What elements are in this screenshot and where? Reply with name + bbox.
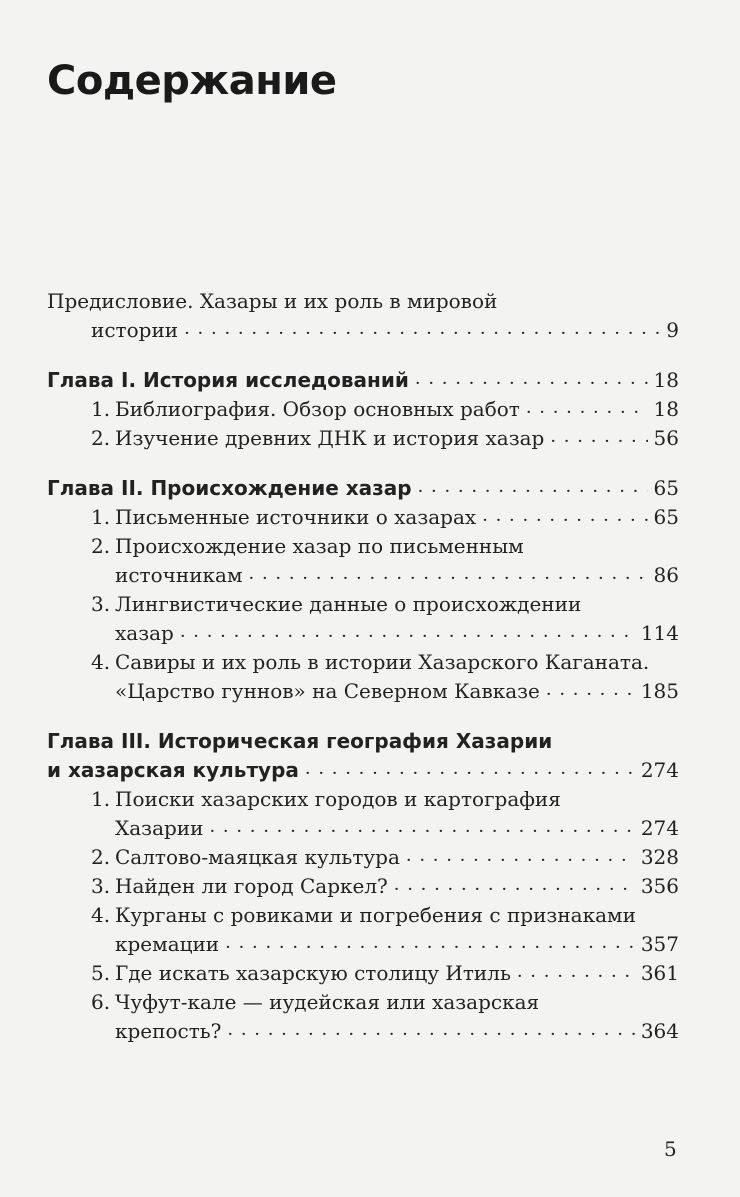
leader-dots <box>249 562 648 582</box>
toc-chapter-1[interactable] <box>47 366 679 395</box>
preface-line2: истории <box>91 318 179 342</box>
entry-number: 1. <box>91 787 111 811</box>
entry-title-cont: Хазарии <box>115 816 204 840</box>
entry-title: Лингвистические данные о происхождении <box>115 592 582 616</box>
leader-dots <box>517 960 635 980</box>
entry-title-cont: крепость? <box>115 1019 222 1043</box>
entry-title: Савиры и их роль в истории Хазарского Каганата. <box>115 650 650 674</box>
leader-dots <box>227 1018 634 1038</box>
leader-dots <box>406 844 635 864</box>
leader-dots <box>180 620 635 640</box>
toc-entry[interactable] <box>47 959 679 988</box>
toc-entry[interactable] <box>47 424 679 453</box>
toc-entry-line1 <box>47 901 679 930</box>
page-ref: 274 <box>640 758 679 782</box>
page-ref: 361 <box>640 961 679 985</box>
leader-dots <box>418 475 648 495</box>
toc-entry[interactable] <box>47 619 679 648</box>
toc-entry[interactable] <box>47 561 679 590</box>
preface-line1: Предисловие. Хазары и их роль в мировой <box>47 289 498 313</box>
leader-dots <box>394 873 635 893</box>
toc-entry[interactable] <box>47 872 679 901</box>
leader-dots <box>184 317 660 337</box>
leader-dots <box>225 931 635 951</box>
entry-number: 3. <box>91 874 111 898</box>
page-ref: 86 <box>653 563 679 587</box>
leader-dots <box>415 367 648 387</box>
toc-entry[interactable] <box>47 503 679 532</box>
leader-dots <box>546 678 635 698</box>
toc-entry-line1 <box>47 785 679 814</box>
leader-dots <box>209 815 634 835</box>
chapter-title-line2: и хазарская культура <box>47 758 299 782</box>
toc-entry-preface[interactable] <box>47 316 679 345</box>
page-number: 5 <box>664 1137 677 1161</box>
toc-entry-line1 <box>47 590 679 619</box>
table-of-contents <box>47 287 679 1046</box>
entry-title: Письменные источники о хазарах <box>115 505 477 529</box>
toc-entry[interactable] <box>47 1017 679 1046</box>
toc-entry[interactable] <box>47 930 679 959</box>
page-ref: 114 <box>640 621 679 645</box>
leader-dots <box>482 504 647 524</box>
entry-title-cont: источникам <box>115 563 243 587</box>
entry-title-cont: «Царство гуннов» на Северном Кавказе <box>115 679 540 703</box>
page-ref: 65 <box>653 476 679 500</box>
entry-title: Поиски хазарских городов и картография <box>115 787 561 811</box>
toc-entry[interactable] <box>47 395 679 424</box>
toc-entry[interactable] <box>47 843 679 872</box>
toc-entry-line1 <box>47 988 679 1017</box>
entry-title: Курганы с ровиками и погребения с признаками <box>115 903 636 927</box>
page-ref: 9 <box>666 318 679 342</box>
entry-number: 4. <box>91 903 111 927</box>
entry-number: 2. <box>91 534 111 558</box>
entry-number: 3. <box>91 592 111 616</box>
entry-number: 1. <box>91 505 111 529</box>
entry-number: 2. <box>91 845 111 869</box>
entry-title-cont: кремации <box>115 932 220 956</box>
chapter-title: Глава II. Происхождение хазар <box>47 476 412 500</box>
page-ref: 56 <box>653 426 679 450</box>
entry-title: Чуфут-кале — иудейская или хазарская <box>115 990 540 1014</box>
toc-entry[interactable] <box>47 814 679 843</box>
toc-chapter-3[interactable] <box>47 756 679 785</box>
entry-number: 6. <box>91 990 111 1014</box>
entry-title: Библиография. Обзор основных работ <box>115 397 520 421</box>
entry-number: 5. <box>91 961 111 985</box>
entry-title: Где искать хазарскую столицу Итиль <box>115 961 511 985</box>
page-ref: 18 <box>653 397 679 421</box>
entry-title: Изучение древних ДНК и история хазар <box>115 426 545 450</box>
toc-chapter-2[interactable] <box>47 474 679 503</box>
entry-title: Салтово-маяцкая культура <box>115 845 400 869</box>
page-ref: 328 <box>640 845 679 869</box>
entry-title: Найден ли город Саркел? <box>115 874 388 898</box>
entry-number: 4. <box>91 650 111 674</box>
entry-title-cont: хазар <box>115 621 174 645</box>
page-ref: 185 <box>640 679 679 703</box>
entry-number: 2. <box>91 426 111 450</box>
entry-number: 1. <box>91 397 111 421</box>
page-ref: 274 <box>640 816 679 840</box>
leader-dots <box>526 396 648 416</box>
entry-title: Происхождение хазар по письменным <box>115 534 524 558</box>
page-ref: 18 <box>653 368 679 392</box>
page-ref: 65 <box>653 505 679 529</box>
toc-entry-line1 <box>47 648 679 677</box>
page-title: Содержание <box>47 58 337 104</box>
page-ref: 357 <box>640 932 679 956</box>
toc-entry-line1 <box>47 532 679 561</box>
chapter-title: Глава I. История исследований <box>47 368 409 392</box>
page-ref: 356 <box>640 874 679 898</box>
leader-dots <box>305 757 635 777</box>
toc-entry[interactable] <box>47 677 679 706</box>
chapter-title-line1: Глава III. Историческая география Хазарии <box>47 729 553 753</box>
page-ref: 364 <box>640 1019 679 1043</box>
leader-dots <box>550 425 647 445</box>
